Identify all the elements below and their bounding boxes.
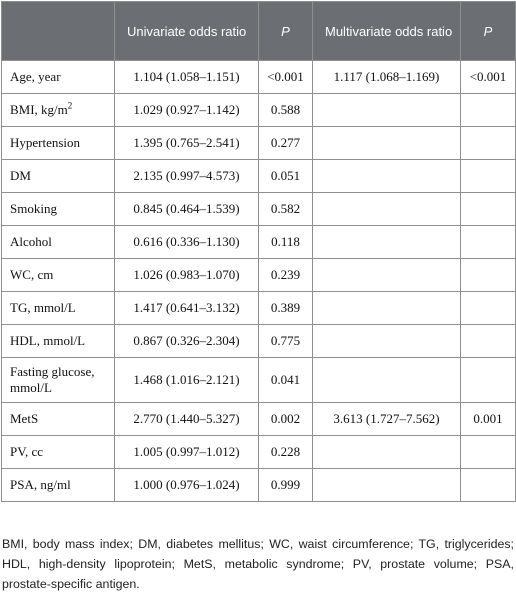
cell-multivariate-odds-ratio: 1.117 (1.068–1.169) — [313, 61, 461, 94]
cell-multivariate-p — [461, 259, 516, 292]
cell-multivariate-p — [461, 94, 516, 127]
variable-label: DM — [10, 168, 31, 183]
table-row — [2, 403, 516, 436]
header-univariate-p: P — [259, 2, 313, 61]
cell-univariate-p: 0.051 — [259, 160, 313, 193]
header-variable — [2, 2, 115, 61]
cell-multivariate-p — [461, 436, 516, 469]
cell-variable — [2, 259, 115, 292]
cell-multivariate-odds-ratio — [313, 94, 461, 127]
cell-variable — [2, 292, 115, 325]
cell-univariate-p: 0.041 — [259, 358, 313, 403]
cell-multivariate-p — [461, 193, 516, 226]
cell-univariate-p: 0.002 — [259, 403, 313, 436]
table-row — [2, 226, 516, 259]
table-row — [2, 325, 516, 358]
cell-multivariate-odds-ratio — [313, 325, 461, 358]
table-row — [2, 193, 516, 226]
header-multivariate-p: P — [461, 2, 516, 61]
odds-ratio-table — [1, 1, 516, 502]
cell-univariate-p: <0.001 — [259, 61, 313, 94]
cell-multivariate-odds-ratio — [313, 469, 461, 502]
variable-label: WC, cm — [10, 267, 54, 282]
cell-univariate-odds-ratio: 1.468 (1.016–2.121) — [115, 358, 259, 403]
cell-multivariate-odds-ratio — [313, 160, 461, 193]
cell-univariate-p: 0.228 — [259, 436, 313, 469]
variable-label: MetS — [10, 411, 39, 426]
table-row — [2, 259, 516, 292]
cell-univariate-odds-ratio: 0.616 (0.336–1.130) — [115, 226, 259, 259]
cell-multivariate-p — [461, 325, 516, 358]
table-row — [2, 358, 516, 403]
cell-multivariate-odds-ratio — [313, 358, 461, 403]
table-row — [2, 469, 516, 502]
cell-variable — [2, 436, 115, 469]
cell-variable — [2, 226, 115, 259]
variable-label: PV, cc — [10, 444, 43, 459]
cell-univariate-odds-ratio: 2.135 (0.997–4.573) — [115, 160, 259, 193]
cell-multivariate-odds-ratio: 3.613 (1.727–7.562) — [313, 403, 461, 436]
cell-multivariate-p — [461, 226, 516, 259]
header-multivariate-odds-ratio: Multivariate odds ratio — [313, 2, 461, 61]
cell-univariate-odds-ratio: 1.000 (0.976–1.024) — [115, 469, 259, 502]
table-body — [2, 61, 516, 502]
cell-multivariate-odds-ratio — [313, 193, 461, 226]
cell-univariate-odds-ratio: 2.770 (1.440–5.327) — [115, 403, 259, 436]
cell-univariate-p: 0.118 — [259, 226, 313, 259]
cell-univariate-odds-ratio: 0.867 (0.326–2.304) — [115, 325, 259, 358]
table-row — [2, 127, 516, 160]
cell-variable — [2, 325, 115, 358]
cell-univariate-odds-ratio: 0.845 (0.464–1.539) — [115, 193, 259, 226]
variable-superscript: 2 — [67, 100, 73, 111]
table-row — [2, 94, 516, 127]
cell-univariate-p: 0.239 — [259, 259, 313, 292]
header-univariate-odds-ratio: Univariate odds ratio — [115, 2, 259, 61]
cell-variable — [2, 469, 115, 502]
cell-multivariate-p — [461, 292, 516, 325]
table-row — [2, 436, 516, 469]
variable-label: Hypertension — [10, 135, 81, 150]
header-row — [2, 2, 516, 61]
cell-variable — [2, 403, 115, 436]
table-row — [2, 160, 516, 193]
cell-multivariate-p: <0.001 — [461, 61, 516, 94]
cell-univariate-p: 0.582 — [259, 193, 313, 226]
cell-univariate-odds-ratio: 1.417 (0.641–3.132) — [115, 292, 259, 325]
variable-label: BMI, kg/m — [10, 102, 68, 117]
cell-variable — [2, 160, 115, 193]
variable-label: Age, year — [10, 69, 61, 84]
cell-variable — [2, 193, 115, 226]
cell-multivariate-p — [461, 358, 516, 403]
cell-multivariate-odds-ratio — [313, 292, 461, 325]
cell-univariate-odds-ratio: 1.104 (1.058–1.151) — [115, 61, 259, 94]
cell-multivariate-p — [461, 469, 516, 502]
cell-multivariate-odds-ratio — [313, 259, 461, 292]
cell-univariate-odds-ratio: 1.005 (0.997–1.012) — [115, 436, 259, 469]
cell-univariate-odds-ratio: 1.395 (0.765–2.541) — [115, 127, 259, 160]
cell-multivariate-odds-ratio — [313, 127, 461, 160]
cell-univariate-p: 0.588 — [259, 94, 313, 127]
cell-variable — [2, 127, 115, 160]
cell-multivariate-odds-ratio — [313, 226, 461, 259]
cell-multivariate-p — [461, 127, 516, 160]
cell-variable — [2, 61, 115, 94]
variable-label: Fasting glucose, mmol/L — [10, 364, 95, 395]
cell-univariate-odds-ratio: 1.026 (0.983–1.070) — [115, 259, 259, 292]
cell-univariate-p: 0.389 — [259, 292, 313, 325]
cell-multivariate-p: 0.001 — [461, 403, 516, 436]
cell-multivariate-p — [461, 160, 516, 193]
variable-label: PSA, ng/ml — [10, 477, 71, 492]
table-row — [2, 61, 516, 94]
variable-label: Smoking — [10, 201, 57, 216]
variable-label: TG, mmol/L — [10, 300, 76, 315]
table-row — [2, 292, 516, 325]
table-footnote: BMI, body mass index; DM, diabetes mellitus; WC, waist circumference; TG, triglycerides; HDL, high-density lipoprotein; MetS, metabolic syndrome; PV, prostate volume; PSA, prostate-specific antigen. — [2, 537, 514, 591]
cell-multivariate-odds-ratio — [313, 436, 461, 469]
cell-univariate-p: 0.277 — [259, 127, 313, 160]
cell-variable — [2, 358, 115, 403]
cell-univariate-p: 0.999 — [259, 469, 313, 502]
cell-variable — [2, 94, 115, 127]
cell-univariate-p: 0.775 — [259, 325, 313, 358]
variable-label: Alcohol — [10, 234, 52, 249]
variable-label: HDL, mmol/L — [10, 333, 86, 348]
cell-univariate-odds-ratio: 1.029 (0.927–1.142) — [115, 94, 259, 127]
